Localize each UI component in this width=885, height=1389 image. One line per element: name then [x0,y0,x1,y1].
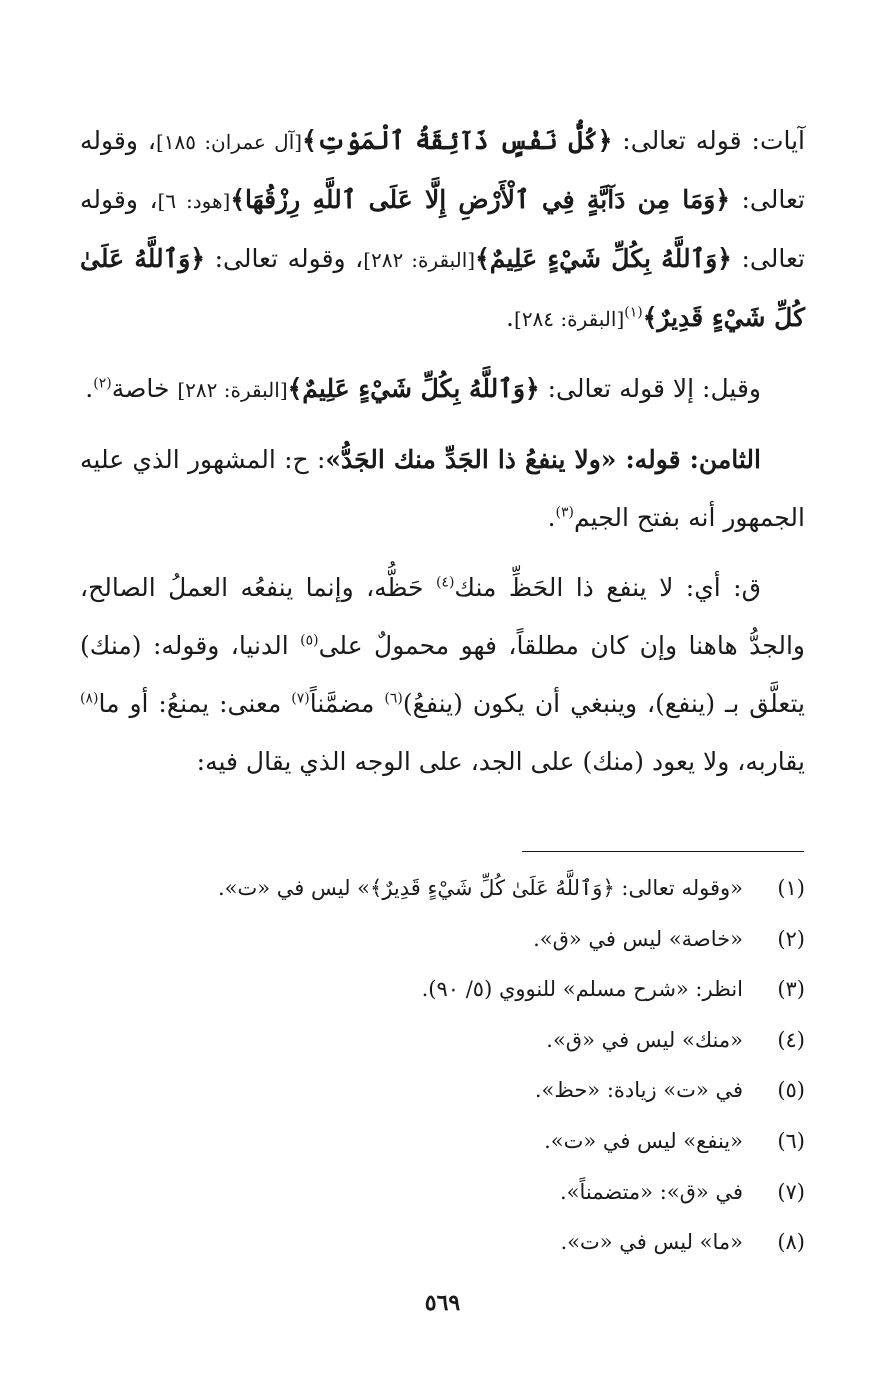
footnote-marker: (٥) [300,632,319,649]
paragraph-exception [80,360,805,419]
quran-verse: ﴿وَٱللَّهُ بِكُلِّ شَيْءٍ عَلِيمٌ﴾ [287,374,540,403]
footnote-text: «منك» ليس في «ق». [546,1027,743,1052]
verse-reference: [البقرة: ٢٨٢] [363,248,476,272]
verse-reference: [البقرة: ٢٨٤] [514,307,625,331]
verse-reference: [البقرة: ٢٨٢] [177,378,288,402]
text-run: : ح: المشهور الذي عليه الجمهور أنه بفتح الجيم [80,445,805,532]
footnote [80,969,805,1020]
quran-verse: ﴿وَٱللَّهُ عَلَىٰ كُلِّ شَيْءٍ قَدِيرٌ﴾ [80,244,805,332]
footnote-text: «وقوله تعالى: ﴿وَٱللَّهُ عَلَىٰ كُلِّ شَيْءٍ قَدِيرٌ﴾» ليس في «ت». [217,876,743,900]
footnote-number: (١) [777,876,805,900]
text-run: . [547,503,556,532]
text-run: آيات: قوله تعالى: [612,126,806,155]
footnote-marker: (٧) [291,690,310,707]
footnote-text: «ما» ليس في «ت». [560,1230,743,1255]
footnote-text: «ينفع» ليس في «ت». [544,1128,743,1153]
verse-reference: [هود: ٦] [157,189,231,213]
footnote [80,1222,805,1273]
quran-verse: ﴿وَٱللَّهُ بِكُلِّ شَيْءٍ عَلِيمٌ﴾ [475,244,732,273]
footnote-number: (٢) [777,926,805,951]
footnote-number: (٦) [777,1128,805,1153]
footnote-marker: (٦) [384,690,403,707]
footnote [80,1121,805,1172]
footnotes [80,868,805,1273]
text-run: ، وقوله تعالى: [80,126,805,214]
footnote [80,868,805,919]
footnote-text: انظر: «شرح مسلم» للنووي (٥/ ٩٠). [421,977,743,1002]
footnote-marker: (٤) [435,574,455,591]
footnote-marker: (٣) [555,504,575,521]
footnote-number: (٨) [777,1230,805,1255]
paragraph-commentary [80,559,805,791]
text-run: ، وقوله تعالى: [205,244,364,273]
main-text [80,112,805,803]
paragraph-eighth [80,431,805,547]
footnote [80,1172,805,1223]
footnote-text: في «ق»: «متضمناً». [559,1179,743,1204]
text-run: . [85,374,94,403]
text-run: . [506,303,514,332]
text-run: مضمَّناً [309,689,385,718]
footnote-marker: (٨) [80,690,99,707]
paragraph-verses [80,112,805,348]
footnote-separator [522,851,804,852]
text-run: خاصة [111,374,178,403]
text-run: يقاربه، ولا يعود (منك) على الجد، على الوجه الذي يقال فيه: [196,747,805,776]
footnote [80,1020,805,1071]
text-run: حَظُّه، وإنما ينفعُه العملُ الصالح، والجدُّ هاهنا وإن كان مطلقاً، فهو محمولٌ على [80,573,805,660]
footnote-text: في «ت» زيادة: «حظ». [534,1078,743,1103]
page-number: ٥٦٩ [424,1290,461,1316]
footnote [80,1070,805,1121]
text-run: ، وقوله تعالى: [80,185,806,273]
footnote-text: «خاصة» ليس في «ق». [533,926,743,951]
quran-verse: ﴿كُلُّ نَفْسٍ ذَآئِقَةُ ٱلْمَوْتِ﴾ [302,126,613,155]
footnote-number: (٥) [777,1078,805,1103]
text-run: معنى: يمنعُ: أو ما [98,689,292,718]
bold-heading-run: الثامن: قوله: «ولا ينفعُ ذا الجَدِّ منك الجَدُّ» [325,445,761,474]
footnote-number: (٣) [777,977,805,1002]
footnote-marker: (١) [624,304,643,321]
quran-verse: ﴿وَمَا مِن دَآبَّةٍ فِي ٱلْأَرْضِ إِلَّا عَلَى ٱللَّهِ رِزْقُهَا﴾ [230,185,730,214]
text-run: ق: أي: لا ينفع ذا الحَظِّ منك [454,573,761,602]
text-run: وقيل: إلا قوله تعالى: [539,374,761,403]
verse-reference: [آل عمران: ١٨٥] [155,130,303,154]
footnote [80,919,805,970]
text-run: الدنيا، وقوله: (منك) يتعلَّق بـ (ينفع)، وينبغي أن يكون (ينفعُ) [80,631,805,718]
footnote-number: (٤) [777,1027,805,1052]
footnote-number: (٧) [777,1179,805,1204]
footnote-marker: (٢) [93,375,112,392]
